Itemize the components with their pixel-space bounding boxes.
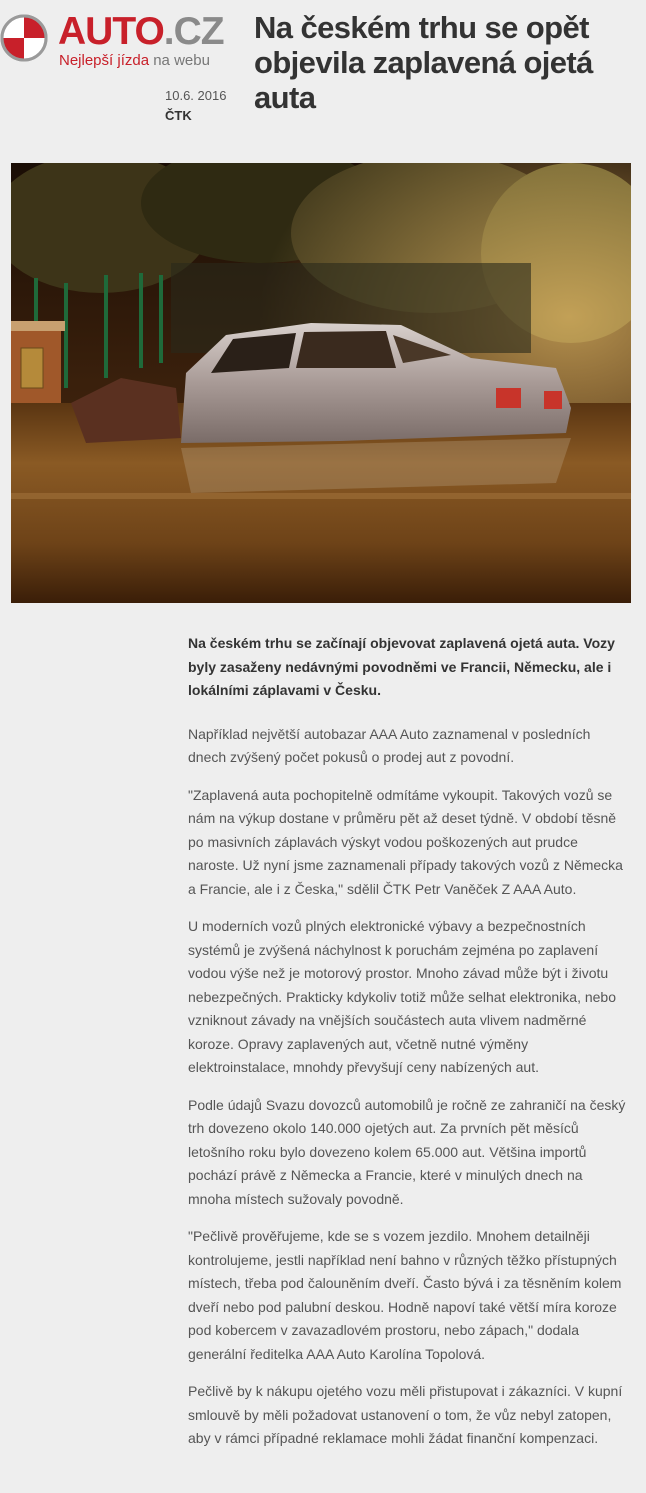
article-paragraph: Podle údajů Svazu dovozců automobilů je ročně ze zahraničí na český trh dovezeno okolo 140.000 ojetých aut. Za prvních pět měsíců letošního roku bylo dovezeno kolem 65.000 aut. Většina importů pochází právě z Německa a Francie, které v minulých dnech na mnoha místech sužovaly povodně. bbox=[188, 1096, 626, 1207]
article-paragraph: Pečlivě by k nákupu ojetého vozu měli přistupovat i zákazníci. V kupní smlouvě by měli požadovat ustanovení o tom, že vůz nebyl zatopen, aby v rámci případné reklamace mohli žádat finanční kompenzaci. bbox=[188, 1383, 623, 1446]
article-body bbox=[188, 632, 626, 1465]
article-paragraph: Například největší autobazar AAA Auto zaznamenal v posledních dnech zvýšený počet pokusů o prodej aut z povodní. bbox=[188, 725, 591, 765]
logo-wordmark bbox=[58, 12, 224, 52]
article-photo bbox=[11, 163, 631, 603]
checkered-circle-icon bbox=[0, 14, 48, 62]
logo-tld: .CZ bbox=[163, 10, 224, 53]
article-source: ČTK bbox=[165, 108, 192, 123]
article-lead: Na českém trhu se začínají objevovat zaplavená ojetá auta. Vozy byly zasaženy nedávnými povodněmi ve Francii, Německu, ale i lokálními záplavami v Česku. bbox=[188, 635, 615, 698]
site-logo[interactable] bbox=[0, 10, 230, 74]
article-paragraph: U moderních vozů plných elektronické výbavy a bezpečnostních systémů je zvýšená náchylnost k poruchám zejména po zaplavení vodou výše než je motorový prostor. Mnoho závad může být i životu nebezpečných. Prakticky kdykoliv totiž může selhat elektronika, nebo vzniknout závady na vnějších součástech auta vlivem nadměrné koroze. Opravy zaplavených aut, včetně nutné výměny elektroinstalace, mnohdy převyšují ceny nabízených aut. bbox=[188, 918, 616, 1075]
article-paragraph: "Pečlivě prověřujeme, kde se s vozem jezdilo. Mnohem detailněji kontrolujeme, jestli například není bahno v různých těžko přístupných místech, třeba pod čalouněním dveří. Často bývá i za těsněním kolem dveří nebo pod palubní deskou. Hodně napoví také větší míra koroze pod kobercem v zavazadlovém prostoru, nebo zápach," dodala generální ředitelka AAA Auto Karolína Topolová. bbox=[188, 1228, 622, 1362]
logo-slogan bbox=[59, 52, 210, 70]
logo-main: AUTO bbox=[58, 10, 164, 53]
article-title: Na českém trhu se opět objevila zaplavená ojetá auta bbox=[254, 10, 593, 115]
slogan-red: Nejlepší jízda bbox=[59, 52, 150, 69]
flooded-car-image bbox=[11, 163, 631, 603]
article-paragraph: "Zaplavená auta pochopitelně odmítáme vykoupit. Takových vozů se nám na výkup dostane v průměru pět až deset týdně. V období těsně po masivních záplavách výskyt vodou poškozených aut prudce naroste. Už nyní jsme zaznamenali případy takových vozů z Německa a Francie, ale i z Česka," sdělil ČTK Petr Vaněček Z AAA Auto. bbox=[188, 786, 623, 897]
article-date: 10.6. 2016 bbox=[165, 88, 227, 103]
slogan-gray: na webu bbox=[153, 52, 210, 69]
